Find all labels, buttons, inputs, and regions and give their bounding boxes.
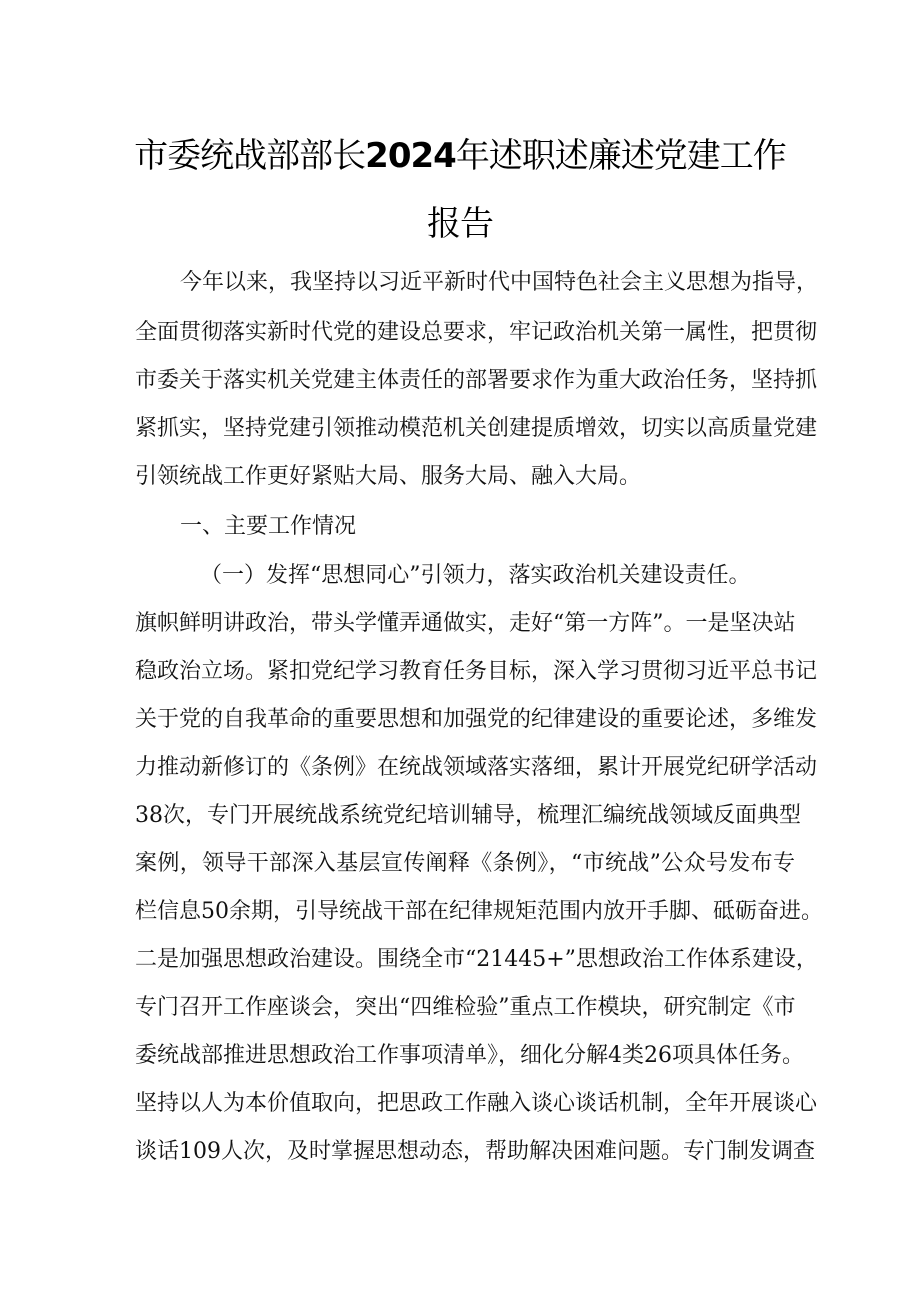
subsection-heading: （一）发挥“思想同心”引领力，落实政治机关建设责任。 <box>200 563 751 588</box>
paragraph-line: 案例，领导干部深入基层宣传阐释《条例》，“市统战”公众号发布专 <box>135 851 795 876</box>
title-year: 2024 <box>365 136 456 176</box>
paragraph-line: 今年以来，我坚持以习近平新时代中国特色社会主义思想为指导， <box>180 270 819 295</box>
document-title-line-1 <box>120 136 800 176</box>
paragraph-line: 紧抓实，坚持党建引领推动模范机关创建提质增效，切实以高质量党建 <box>135 416 818 441</box>
title-suffix: 年述职述廉述党建工作 <box>455 136 786 176</box>
section-heading: 一、主要工作情况 <box>180 514 357 539</box>
paragraph-line: 引领统战工作更好紧贴大局、服务大局、融入大局。 <box>135 464 642 489</box>
paragraph-line: 38次，专门开展统战系统党纪培训辅导，梳理汇编统战领域反面典型 <box>135 803 801 828</box>
paragraph-line: 全面贯彻落实新时代党的建设总要求，牢记政治机关第一属性，把贯彻 <box>135 320 818 345</box>
paragraph-line: 市委关于落实机关党建主体责任的部署要求作为重大政治任务，坚持抓 <box>135 368 818 393</box>
title-prefix: 市委统战部部长 <box>134 136 366 176</box>
document-title-line-2: 报告 <box>427 204 493 244</box>
paragraph-line: 专门召开工作座谈会，突出“四维检验”重点工作模块，研究制定《市 <box>135 995 796 1020</box>
paragraph-line: 稳政治立场。紧扣党纪学习教育任务目标，深入学习贯彻习近平总书记 <box>135 659 818 684</box>
paragraph-line: 关于党的自我革命的重要思想和加强党的纪律建设的重要论述，多维发 <box>135 707 818 732</box>
paragraph-line: 二是加强思想政治建设。围绕全市“21445+”思想政治工作体系建设， <box>135 947 818 972</box>
paragraph-line: 旗帜鲜明讲政治，带头学懂弄通做实，走好“第一方阵”。一是坚决站 <box>135 611 796 636</box>
paragraph-line: 栏信息50余期，引导统战干部在纪律规矩范围内放开手脚、砥砺奋进。 <box>135 899 823 924</box>
paragraph-line: 谈话109人次，及时掌握思想动态，帮助解决困难问题。专门制发调查 <box>135 1139 815 1164</box>
paragraph-line: 力推动新修订的《条例》在统战领域落实落细，累计开展党纪研学活动 <box>135 755 818 780</box>
paragraph-line: 坚持以人为本价值取向，把思政工作融入谈心谈话机制，全年开展谈心 <box>135 1091 818 1116</box>
paragraph-line: 委统战部推进思想政治工作事项清单》，细化分解4类26项具体任务。 <box>135 1043 804 1068</box>
